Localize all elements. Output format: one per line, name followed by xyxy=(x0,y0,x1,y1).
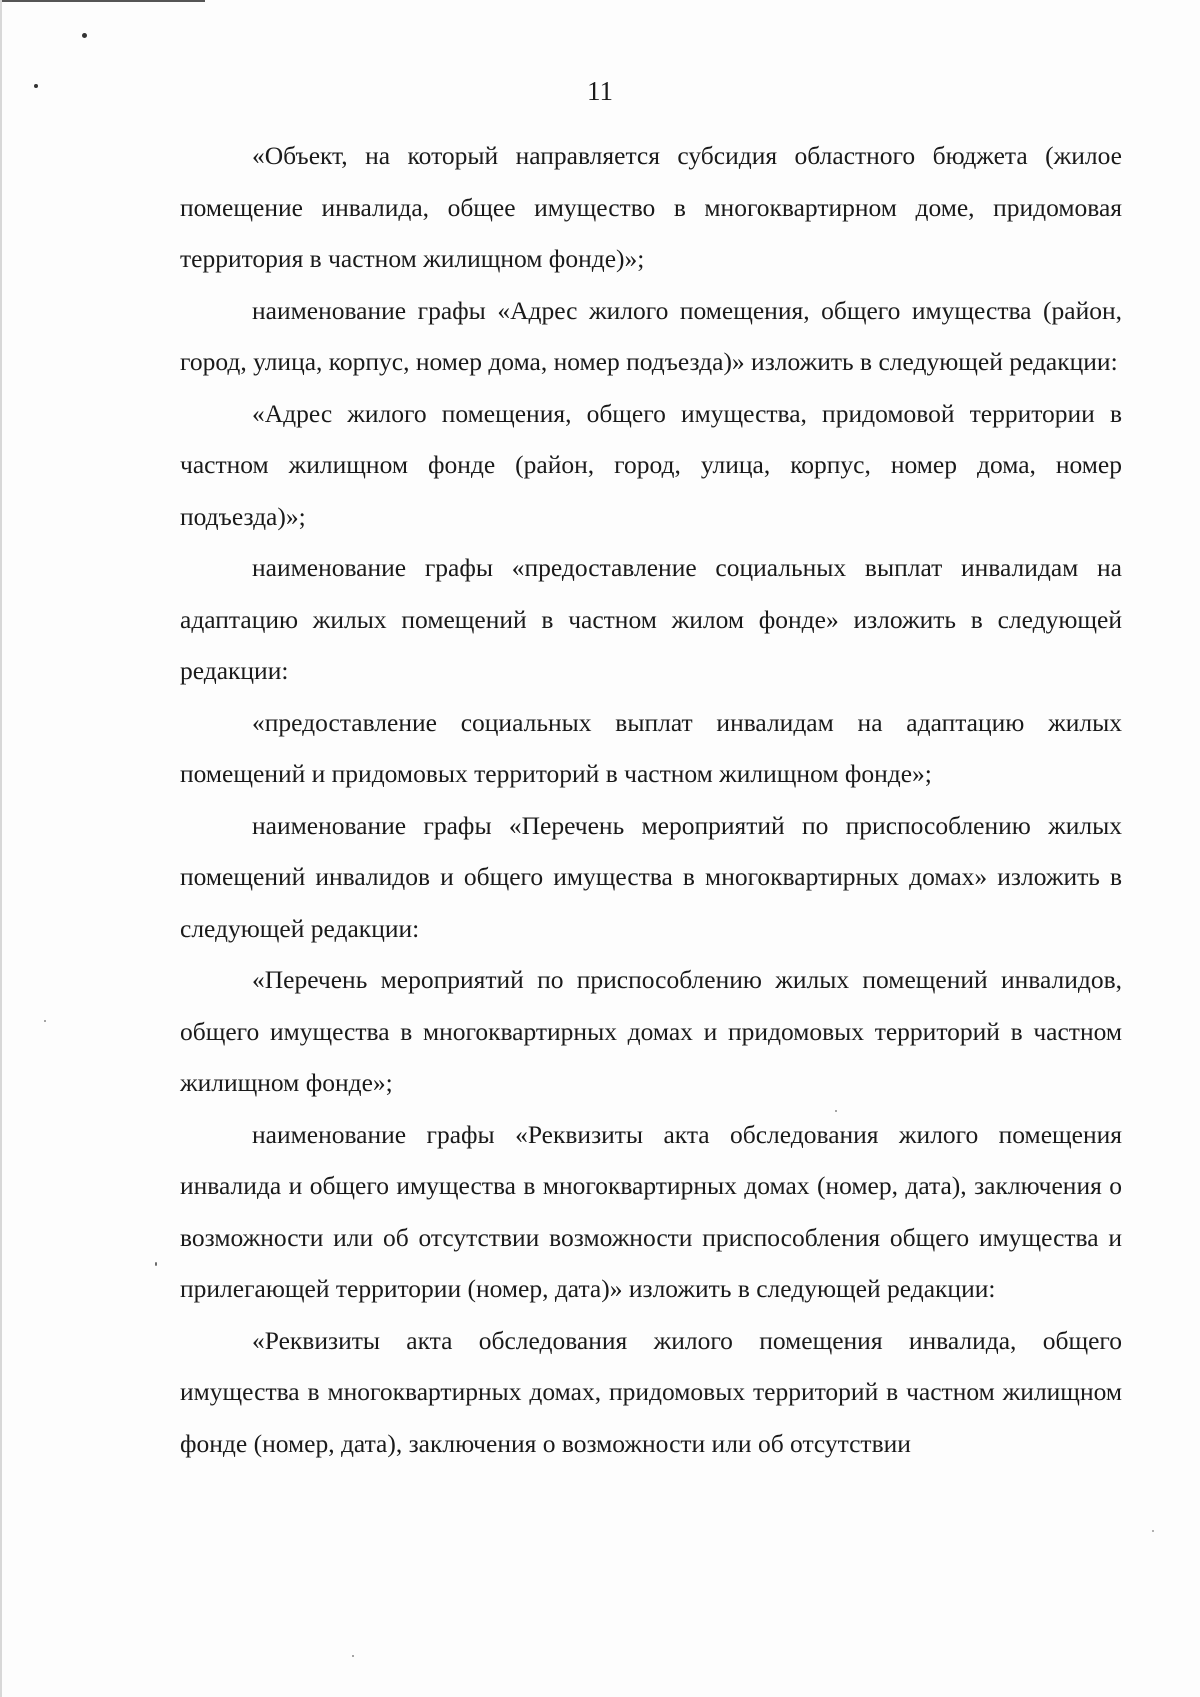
paragraph: наименование графы «Реквизиты акта обследования жилого помещения инвалида и общего имущества в многоквартирных домах (номер, дата), заключения о возможности или об отсутствии возможности приспособления общего имущества и прилегающей территории (номер, дата)» изложить в следующей редакции: xyxy=(180,1119,1122,1303)
paragraph: «предоставление социальных выплат инвалидам на адаптацию жилых помещений и придомовых территорий в частном жилищном фонде»; xyxy=(180,707,1122,788)
scan-speck xyxy=(352,1655,354,1657)
scan-speck xyxy=(1152,1530,1154,1532)
scan-artifact-edge xyxy=(0,0,2,1697)
scan-artifact-line xyxy=(0,0,205,2)
scan-speck xyxy=(82,33,87,38)
page-number: 11 xyxy=(587,76,613,106)
paragraph: «Реквизиты акта обследования жилого помещения инвалида, общего имущества в многоквартирных домах, придомовых территорий в частном жилищном фонде (номер, дата), заключения о возможности или об отсутствии xyxy=(180,1325,1122,1458)
scan-speck xyxy=(155,1262,157,1266)
document-body xyxy=(180,130,1122,1469)
paragraph: наименование графы «Адрес жилого помещения, общего имущества (район, город, улица, корпус, номер дома, номер подъезда)» изложить в следующей редакции: xyxy=(180,295,1122,376)
paragraph: «Перечень мероприятий по приспособлению жилых помещений инвалидов, общего имущества в многоквартирных домах и придомовых территорий в частном жилищном фонде»; xyxy=(180,965,1122,1097)
paragraph: «Объект, на который направляется субсидия областного бюджета (жилое помещение инвалида, общее имущество в многоквартирном доме, придомовая территория в частном жилищном фонде)»; xyxy=(180,141,1122,273)
scan-speck xyxy=(44,1020,46,1022)
paragraph: наименование графы «Перечень мероприятий по приспособлению жилых помещений инвалидов и общего имущества в многоквартирных домах» изложить в следующей редакции: xyxy=(180,810,1122,943)
paragraph: наименование графы «предоставление социальных выплат инвалидам на адаптацию жилых помещений в частном жилом фонде» изложить в следующей редакции: xyxy=(180,553,1122,685)
paragraph: «Адрес жилого помещения, общего имущества, придомовой территории в частном жилищном фонде (район, город, улица, корпус, номер дома, номер подъезда)»; xyxy=(180,398,1122,531)
